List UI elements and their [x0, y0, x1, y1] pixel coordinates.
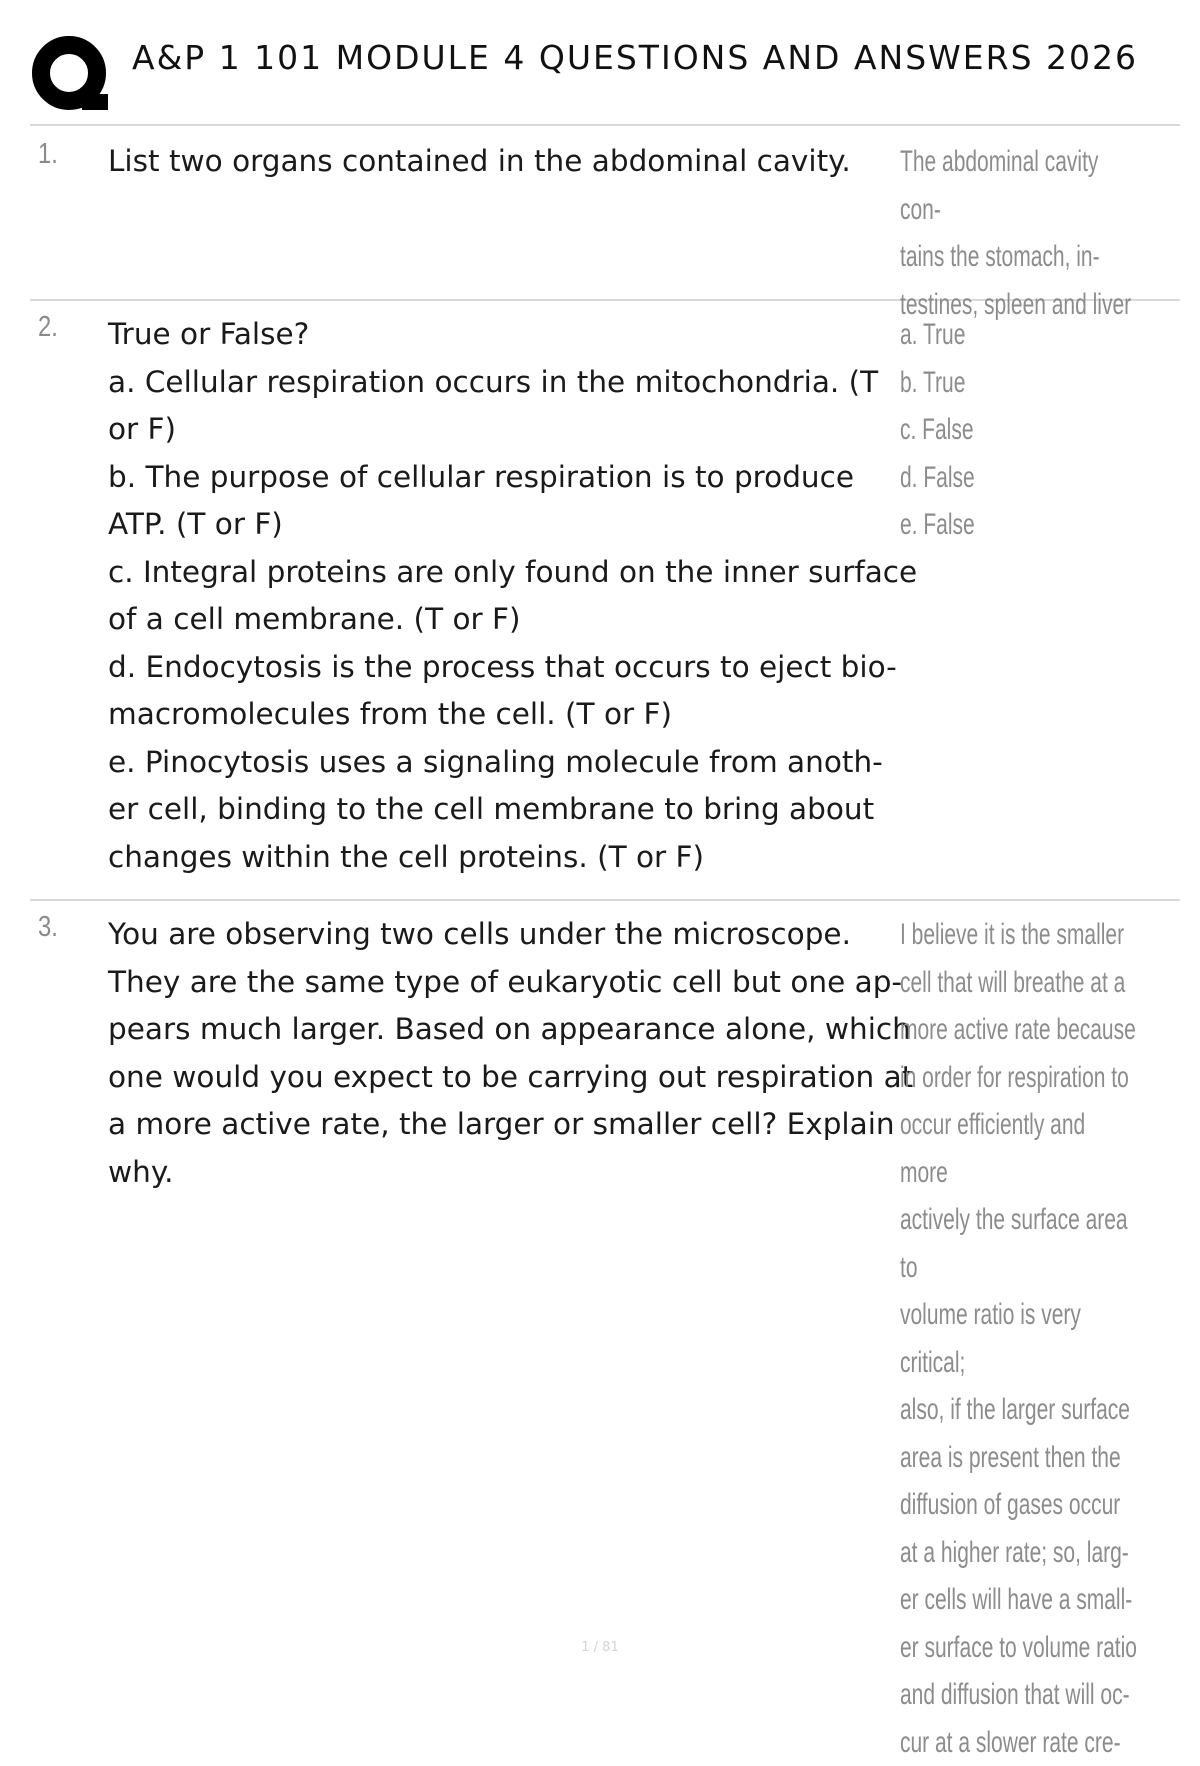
answer-text: a. True b. True c. False d. False e. False [900, 318, 975, 541]
answer-text: I believe it is the smaller cell that will breathe at a more active rate because in order for respiration to occur efficiently and more actively the surface area to volume ratio is very critical; also, if the larger surface area is present then the diffusion of gases occur at a higher rate; so, larg- er cells will have a small- er surface to volume ratio and diffusion that will oc- cur at a slower rate cre- [900, 918, 1137, 1759]
divider [30, 899, 1180, 901]
page-number: 1 / 81 [581, 1640, 619, 1655]
question-text: List two organs contained in the abdominal cavity. [108, 144, 851, 178]
question-number: 1. [38, 138, 58, 170]
document-title: A&P 1 101 MODULE 4 QUESTIONS AND ANSWERS 2026 [132, 38, 1138, 77]
divider [30, 124, 1180, 126]
q-logo-icon [30, 34, 112, 118]
answer-text: The abdominal cavity con- tains the stomach, in- testines, spleen and liver [900, 145, 1132, 321]
question-number: 2. [38, 311, 58, 343]
question-text: True or False? a. Cellular respiration occurs in the mitochondria. (T or F) b. The purpose of cellular respiration is to produce ATP. (T or F) c. Integral proteins are only found on the inner surface of a cell membrane. (T or F) d. Endocytosis is the process that occurs to eject bio- macromolecules from the cell. (T or F) e. Pinocytosis uses a signaling molecule from anoth- er cell, binding to the cell membrane to bring about changes within the cell proteins. (T or F) [108, 317, 918, 874]
question-number: 3. [38, 911, 58, 943]
question-text: You are observing two cells under the microscope. They are the same type of eukaryotic cell but one ap- pears much larger. Based on appearance alone, which one would you expect to be carrying out respiration at a more active rate, the larger or smaller cell? Explain why. [108, 917, 914, 1189]
document-header [30, 34, 1180, 124]
